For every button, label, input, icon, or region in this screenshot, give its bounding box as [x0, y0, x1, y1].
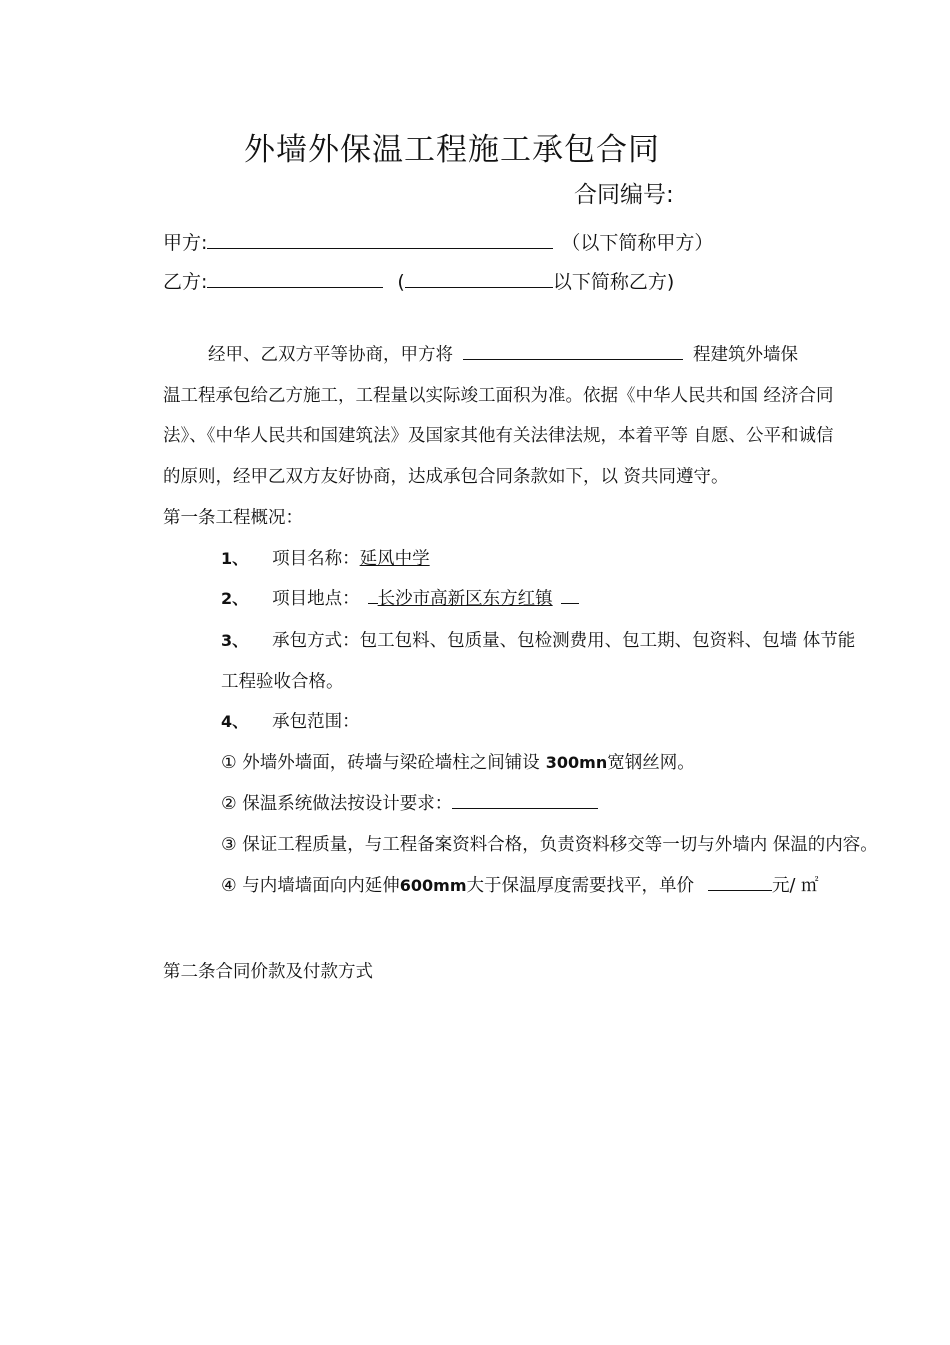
article-1-heading: 第一条工程概况：	[163, 508, 303, 528]
item-3-continuation: 工程验收合格。	[221, 672, 344, 692]
scope-number: 600mm	[399, 876, 467, 895]
item-2	[221, 585, 579, 610]
party-a-label: 甲方:	[163, 232, 208, 254]
item-label: 项目名称：	[272, 549, 360, 569]
item-number: 2、	[221, 589, 249, 608]
item-label: 承包方式：	[272, 631, 360, 651]
scope-text-b: 大于保温厚度需要找平，单价	[466, 876, 695, 896]
project-name-blank	[463, 341, 683, 360]
contract-number-label: 合同编号:	[574, 182, 674, 208]
party-b-abbrev-blank	[405, 269, 553, 288]
item-label: 承包范围：	[272, 712, 360, 732]
scope-text-end: 宽钢丝网。	[607, 753, 695, 773]
project-name-value: 延风中学	[359, 549, 430, 569]
party-b-label: 乙方:	[163, 271, 208, 293]
item-4	[221, 708, 360, 733]
party-a-suffix: （以下简称甲方）	[561, 232, 714, 254]
location-blank-right	[561, 585, 579, 604]
scope-number: 300mn	[545, 753, 608, 772]
scope-text: ② 保温系统做法按设计要求：	[221, 794, 453, 814]
intro-line-3: 法》、《中华人民共和国建筑法》及国家其他有关法律法规，本着平等 自愿、公平和诚信	[163, 426, 834, 446]
scope-text: ① 外墙外墙面，砖墙与梁砼墙柱之间铺设	[221, 753, 540, 773]
party-a-blank	[207, 230, 553, 249]
intro-line-4: 的原则，经甲乙双方友好协商，达成承包合同条款如下，以 资共同遵守。	[163, 467, 729, 487]
item-number: 4、	[221, 712, 249, 731]
project-location-value: 长沙市高新区东方红镇	[377, 589, 553, 609]
page-title: 外墙外保温工程施工承包合同	[244, 132, 660, 168]
party-b-blank	[207, 269, 383, 288]
intro-line-1	[208, 341, 798, 366]
intro-text-b: 程建筑外墙保	[693, 345, 798, 365]
unit-label: 元/ ㎡	[772, 876, 819, 896]
unit-price-blank	[708, 872, 772, 891]
item-3	[221, 627, 855, 652]
item-1	[221, 545, 430, 570]
scope-item-3: ③ 保证工程质量，与工程备案资料合格，负责资料移交等一切与外墙内 保温的内容。	[221, 835, 878, 855]
intro-text-a: 经甲、乙双方平等协商，甲方将	[208, 345, 453, 365]
party-b-open-paren: (	[397, 271, 405, 293]
party-a-line	[163, 228, 713, 255]
contract-method-value: 包工包料、包质量、包检测费用、包工期、包资料、包墙 体节能	[359, 631, 856, 651]
intro-line-2: 温工程承包给乙方施工，工程量以实际竣工面积为准。依据《中华人民共和国 经济合同	[163, 386, 834, 406]
party-b-line	[163, 267, 674, 294]
article-2-heading: 第二条合同价款及付款方式	[163, 962, 373, 982]
item-number: 3、	[221, 631, 249, 650]
scope-text: ④ 与内墙墙面向内延伸	[221, 876, 400, 896]
location-blank-left	[368, 585, 378, 604]
scope-item-4	[221, 872, 818, 897]
scope-item-2	[221, 790, 598, 815]
party-b-suffix: 以下简称乙方)	[552, 271, 675, 293]
scope-item-1	[221, 749, 695, 774]
item-label: 项目地点：	[272, 589, 360, 609]
design-requirement-blank	[452, 790, 598, 809]
item-number: 1、	[221, 549, 249, 568]
